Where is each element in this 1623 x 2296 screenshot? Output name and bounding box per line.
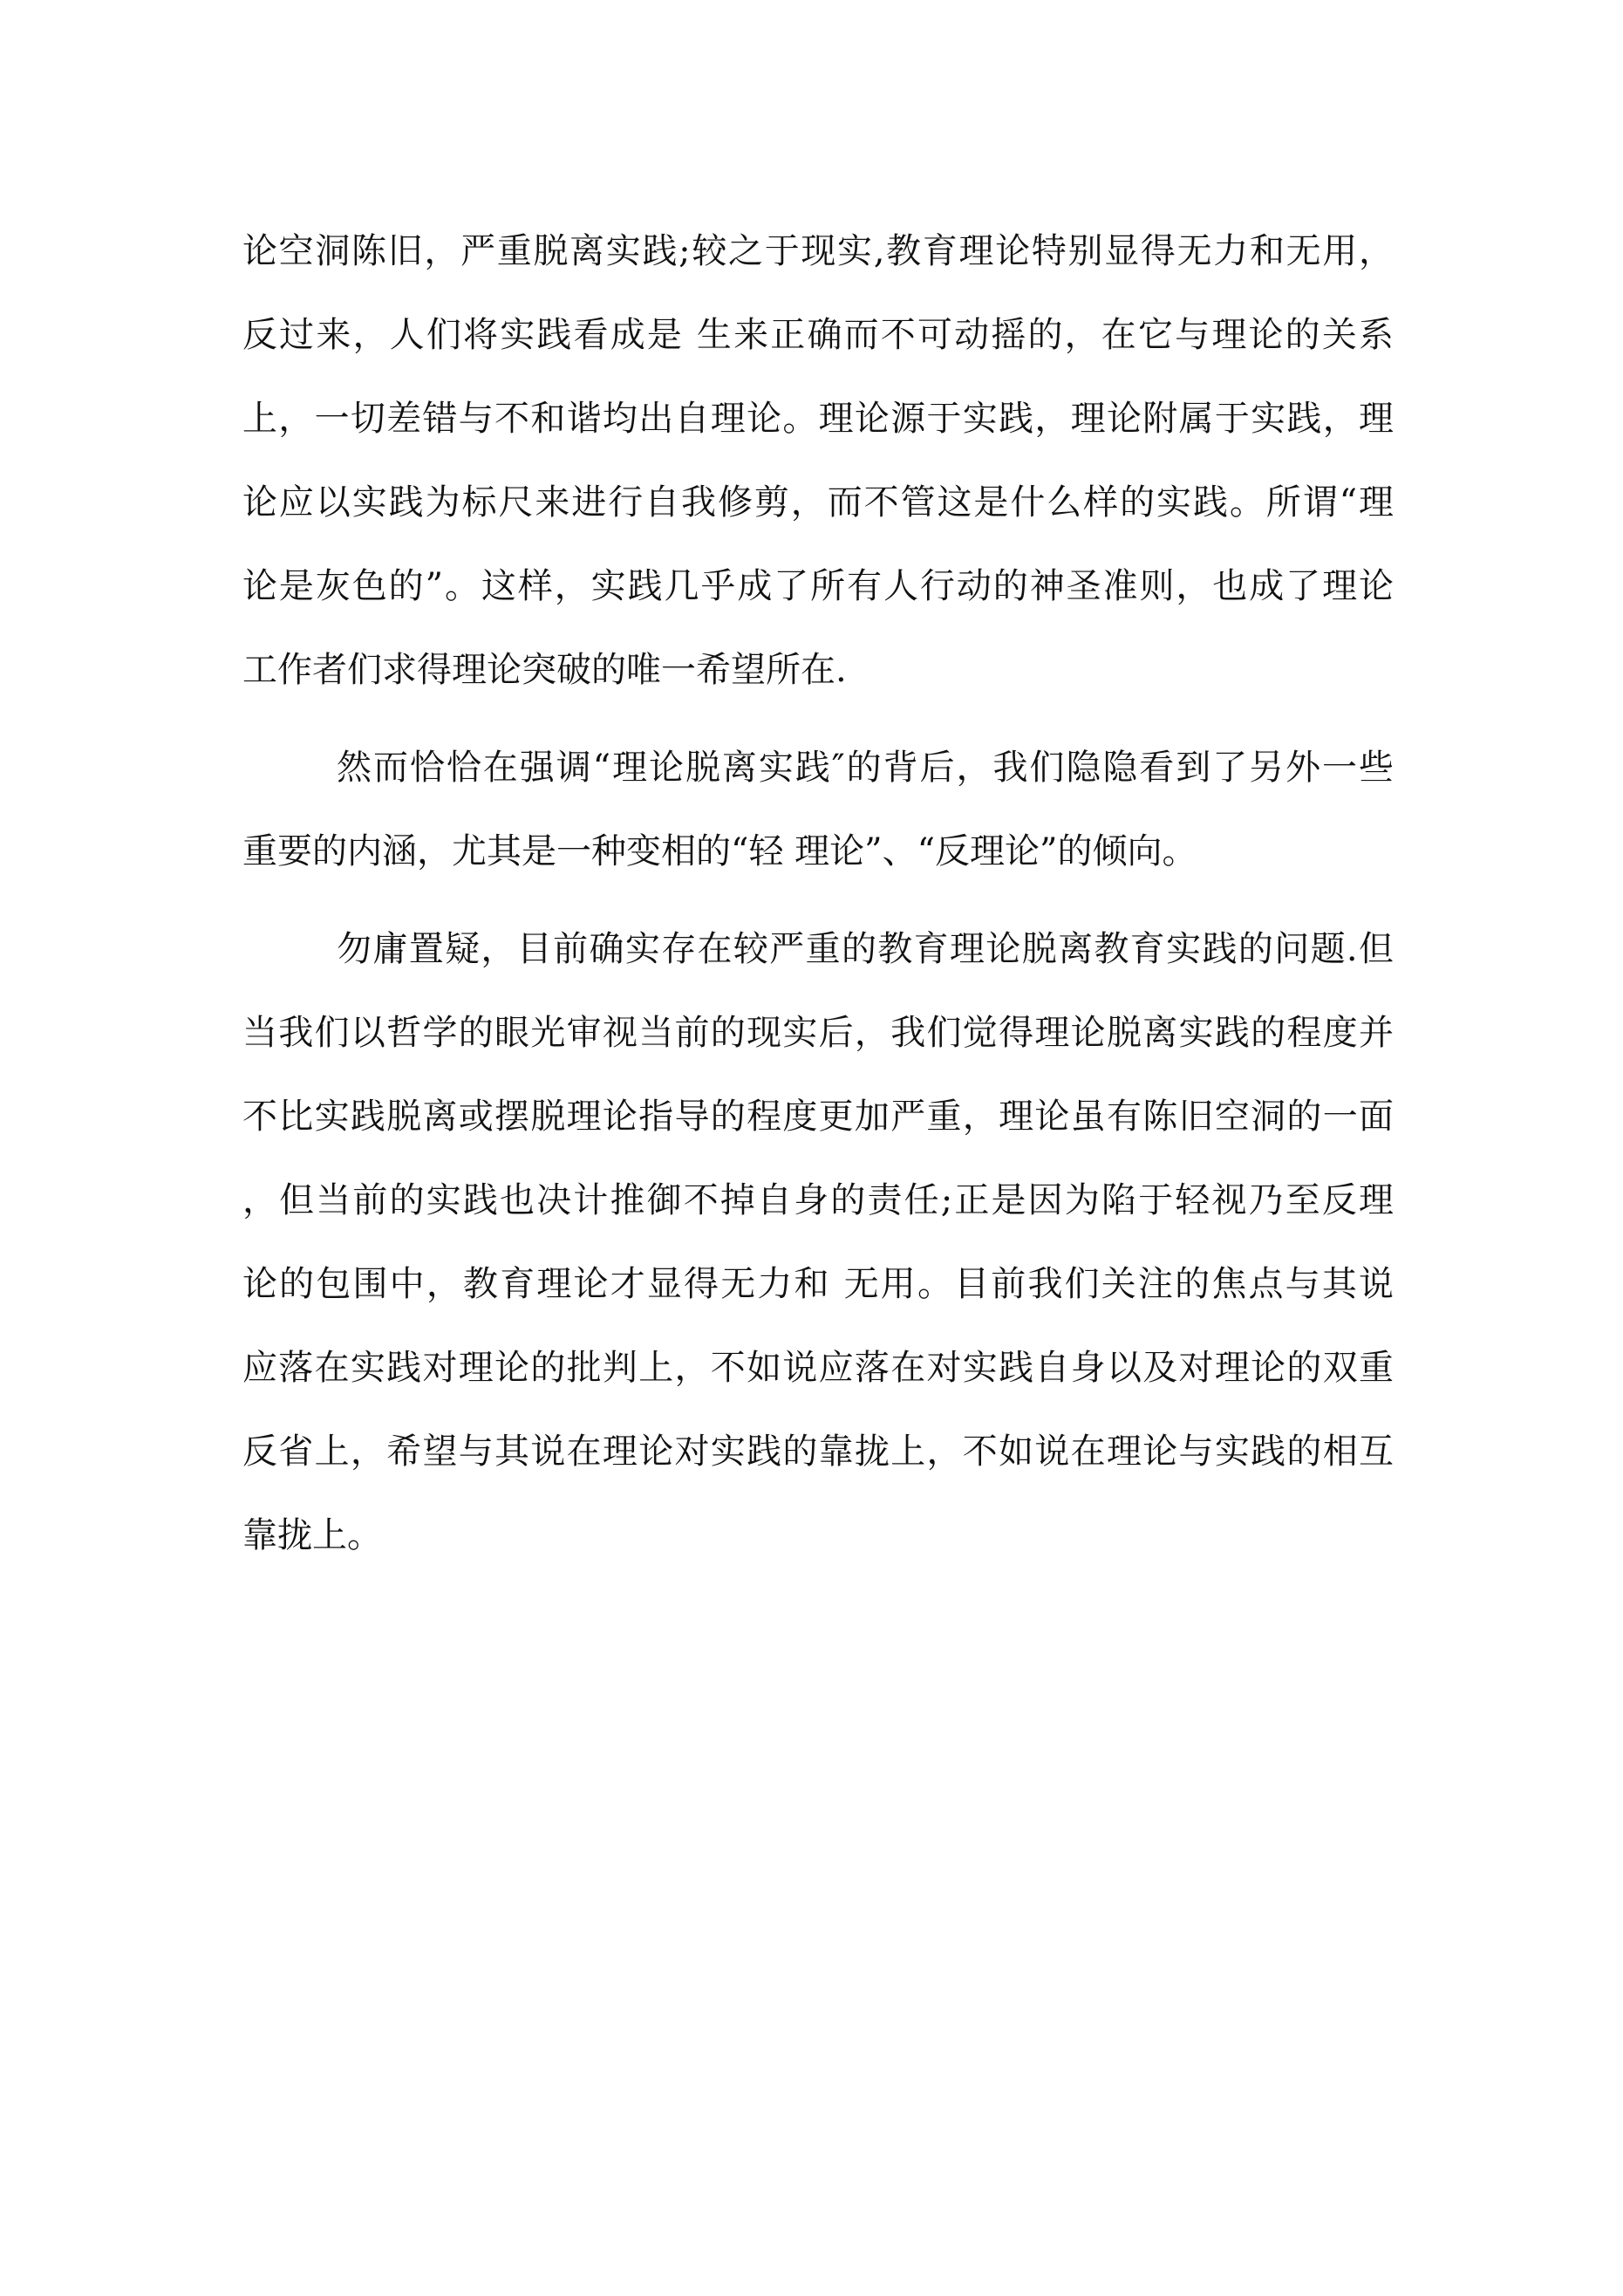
text-line: 论空洞陈旧，严重脱离实践;较之于现实,教育理论特别显得无力和无用， <box>242 231 1394 271</box>
text-line: 应落在实践对理论的批判上，不如说应落在对实践自身以及对理论的双重 <box>242 1348 1394 1388</box>
text-line: 重要的内涵，尤其是一种变相的“轻 理论”、“反理论”的倾向。 <box>242 831 1197 871</box>
text-line: 论应以实践为标尺来进行自我修剪，而不管这是什么样的实践。所谓“理 <box>242 482 1394 523</box>
paragraph-2 <box>242 726 1394 893</box>
text-line: 反过来，人们将实践看成是 生来正确而不可动摇的，在它与理论的关系 <box>242 315 1394 355</box>
paragraph-3 <box>242 907 1394 1577</box>
paragraph-1 <box>242 209 1394 712</box>
text-line: 不比实践脱离或摆脱理论指导的程度更加严重，理论虽有陈旧空洞的一面 <box>242 1097 1394 1137</box>
text-line: 勿庸置疑，目前确实存在较严重的教育理论脱离教育实践的问题.但 <box>337 929 1394 969</box>
text-line: 当我们以哲学的眼光审视当前的现实后，我们觉得理论脱离实践的程度并 <box>242 1013 1394 1053</box>
document-page <box>242 209 1394 1577</box>
text-line: 上，一切差错与不和谐均出自理论。理论源于实践，理论附属于实践，理 <box>242 399 1394 439</box>
text-line: 然而恰恰在强调“理论脱离实践″的背后，我们隐隐看到了另外一些 <box>337 748 1394 788</box>
text-line: 论是灰色的”。这样，实践几乎成了所有人行动的神圣准则，也成了理论 <box>242 566 1394 606</box>
paragraph-spacer <box>242 893 1394 907</box>
text-line: 工作者们求得理论突破的唯一希望所在. <box>242 650 847 690</box>
text-line: 反省上，希望与其说在理论对实践的靠拢上，不如说在理论与实践的相互 <box>242 1432 1394 1472</box>
text-line: 靠拢上。 <box>242 1515 382 1555</box>
text-line: ，但当前的实践也决计推御不掉自身的责任;正是因为陷于轻视乃至反理 <box>242 1180 1394 1220</box>
paragraph-spacer <box>242 712 1394 726</box>
text-line: 论的包围中，教育理论才显得无力和 无用。目前我们关注的焦点与其说 <box>242 1264 1394 1304</box>
